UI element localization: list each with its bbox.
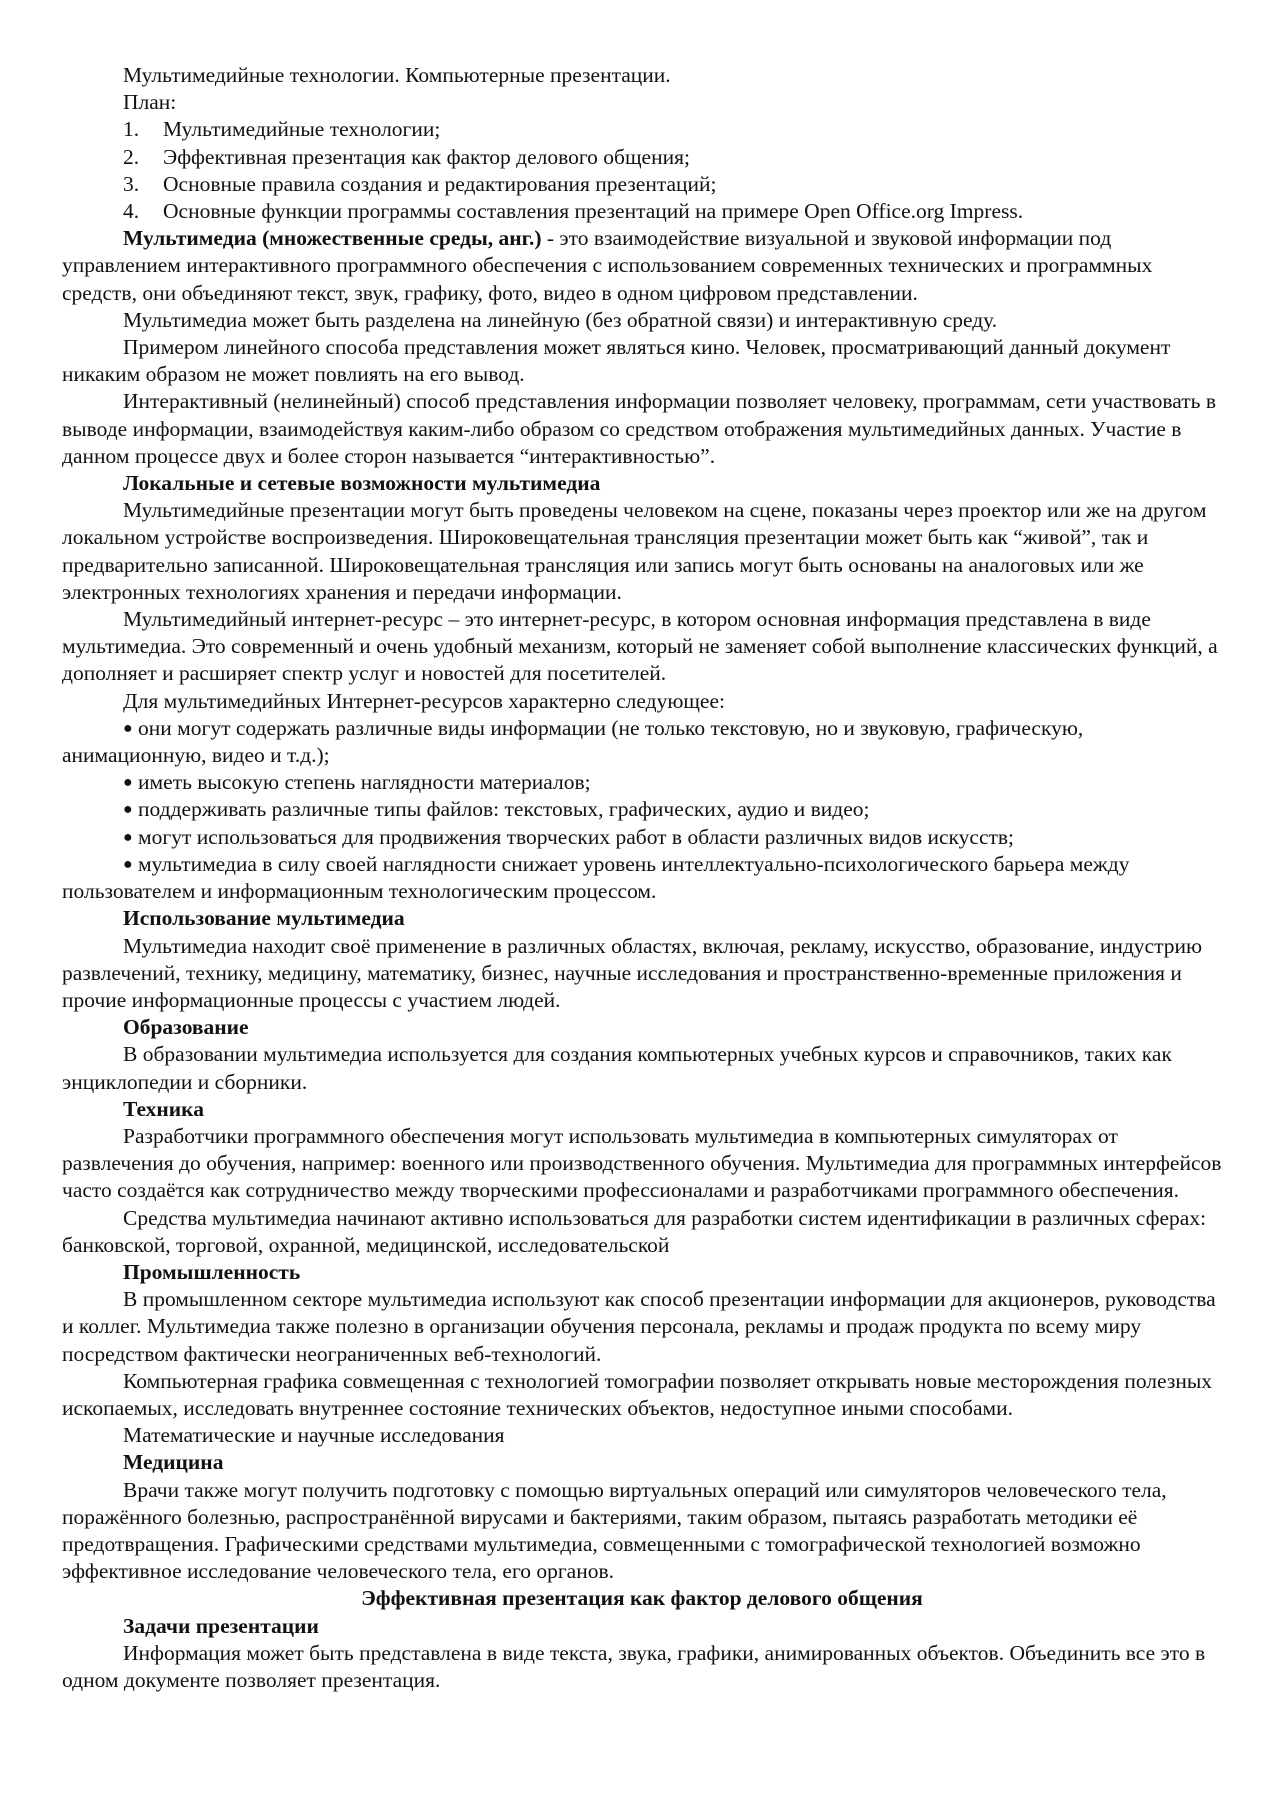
section-heading: Задачи презентации (123, 1613, 319, 1638)
bullet-text: мультимедиа в силу своей наглядности снижает уровень интеллектуально-психологического барьера между пользователем и информационным технологическим процессом. (62, 851, 1130, 904)
paragraph: В промышленном секторе мультимедиа используют как способ презентации информации для акционеров, руководства и коллег. Мультимедиа также полезно в организации обучения персонала, рекламы и продаж продукта по всему миру посредством фактически неограниченных веб-технологий. (62, 1287, 1216, 1366)
bullet-item (62, 796, 1222, 823)
definition-text: - это взаимодействие визуальной и звуковой информации под управлением интерактивного программного обеспечения с использованием современных технических и программных средств, они объединяют текст, звук, графику, фото, видео в одном цифровом представлении. (62, 226, 1153, 305)
bullet-icon: ● (123, 855, 133, 873)
paragraph: Мультимедийный интернет-ресурс – это интернет-ресурс, в котором основная информация представлена в виде мультимедиа. Это современный и очень удобный механизм, который не заменяет собой выполнение классических функций, а дополняет и расширяет спектр услуг и новостей для посетителей. (62, 607, 1218, 686)
plan-item-text: Основные правила создания и редактирования презентаций; (163, 171, 717, 196)
paragraph: В образовании мультимедиа используется для создания компьютерных учебных курсов и справочников, таких как энциклопедии и сборники. (62, 1042, 1172, 1094)
paragraph: Компьютерная графика совмещенная с технологией томографии позволяет открывать новые месторождения полезных ископаемых, исследовать внутреннее состояние технических объектов, недоступное иными способами. (62, 1368, 1213, 1420)
paragraph: Мультимедийные презентации могут быть проведены человеком на сцене, показаны через проектор или же на другом локальном устройстве воспроизведения. Широковещательная трансляция презентации может быть как “живой”, так и предварительно записанной. Широковещательная трансляция или запись могут быть основаны на аналоговых или же электронных технологиях хранения и передачи информации. (62, 498, 1207, 604)
bullet-text: могут использоваться для продвижения творческих работ в области различных видов искусств; (132, 824, 1015, 849)
paragraph: Для мультимедийных Интернет-ресурсов характерно следующее: (123, 688, 725, 713)
paragraph: Мультимедиа находит своё применение в различных областях, включая, рекламу, искусство, образование, индустрию развлечений, технику, медицину, математику, бизнес, научные исследования и пространственно-временные приложения и прочие информационные процессы с участием людей. (62, 933, 1203, 1012)
paragraph: Средства мультимедиа начинают активно использоваться для разработки систем идентификации в различных сферах: банковской, торговой, охранной, медицинской, исследовательской (62, 1205, 1207, 1257)
bullet-icon: ● (123, 828, 133, 846)
plan-item-number: 2. (123, 144, 140, 169)
section-heading: Использование мультимедиа (123, 906, 405, 931)
plan-item-number: 3. (123, 171, 140, 196)
bullet-icon: ● (123, 774, 133, 792)
plan-item-text: Эффективная презентация как фактор делового общения; (163, 144, 690, 169)
bullet-text: поддерживать различные типы файлов: текстовых, графических, аудио и видео; (132, 797, 870, 822)
paragraph-multimedia-definition (62, 225, 1222, 307)
plan-item-text: Основные функции программы составления презентаций на примере Open Office.org Impress. (163, 199, 1024, 224)
plan-item (62, 171, 1222, 198)
plan-item-number: 1. (123, 117, 140, 142)
paragraph: Примером линейного способа представления может являться кино. Человек, просматривающий данный документ никаким образом не может повлиять на его вывод. (62, 335, 1171, 387)
section-heading: Математические и научные исследования (123, 1423, 505, 1448)
plan-item (62, 144, 1222, 171)
bullet-item (62, 769, 1222, 796)
section-heading: Образование (123, 1015, 249, 1040)
section-heading: Локальные и сетевые возможности мультимедиа (123, 471, 601, 496)
plan-item-text: Мультимедийные технологии; (163, 117, 441, 142)
plan-label: План: (123, 90, 177, 115)
paragraph: Разработчики программного обеспечения могут использовать мультимедиа в компьютерных симуляторах от развлечения до обучения, например: военного или производственного обучения. Мультимедиа для программных интерфейсов часто создаётся как сотрудничество между творческими профессионалами и разработчиками программного обеспечения. (62, 1123, 1222, 1203)
plan-item-number: 4. (123, 199, 140, 224)
plan-item (62, 116, 1222, 143)
plan-item (62, 198, 1222, 225)
section-heading: Техника (123, 1096, 204, 1121)
paragraph: Информация может быть представлена в виде текста, звука, графики, анимированных объектов. Объединить все это в одном документе позволяет презентация. (62, 1640, 1206, 1692)
document-title: Мультимедийные технологии. Компьютерные презентации. (123, 63, 671, 87)
bullet-item (62, 715, 1222, 769)
paragraph: Интерактивный (нелинейный) способ представления информации позволяет человеку, программам, сети участвовать в выводе информации, взаимодействуя каким-либо образом со средством отображения мультимедийных данных. Участие в данном процессе двух и более сторон называется “интерактивностью”. (62, 389, 1216, 468)
paragraph: Врачи также могут получить подготовку с помощью виртуальных операций или симуляторов человеческого тела, поражённого болезнью, распространённой вирусами и бактериями, таким образом, пытаясь разработать методики её предотвращения. Графическими средствами мультимедиа, совмещенными с томографической технологией возможно эффективное исследование человеческого тела, его органов. (62, 1477, 1167, 1584)
section-heading: Промышленность (123, 1259, 301, 1284)
bullet-item (62, 851, 1222, 905)
bullet-icon: ● (123, 801, 133, 819)
bullet-text: иметь высокую степень наглядности материалов; (132, 770, 591, 795)
term-multimedia: Мультимедиа (множественные среды, анг.) (123, 226, 542, 251)
paragraph: Мультимедиа может быть разделена на линейную (без обратной связи) и интерактивную среду. (123, 307, 998, 332)
bullet-item (62, 824, 1222, 851)
section-heading: Медицина (123, 1450, 224, 1475)
document-page (62, 62, 1222, 1694)
bullet-icon: ● (123, 719, 133, 737)
chapter-heading: Эффективная презентация как фактор делового общения (361, 1586, 923, 1611)
bullet-text: они могут содержать различные виды информации (не только текстовую, но и звуковую, графическую, анимационную, видео и т.д.); (62, 715, 1084, 768)
